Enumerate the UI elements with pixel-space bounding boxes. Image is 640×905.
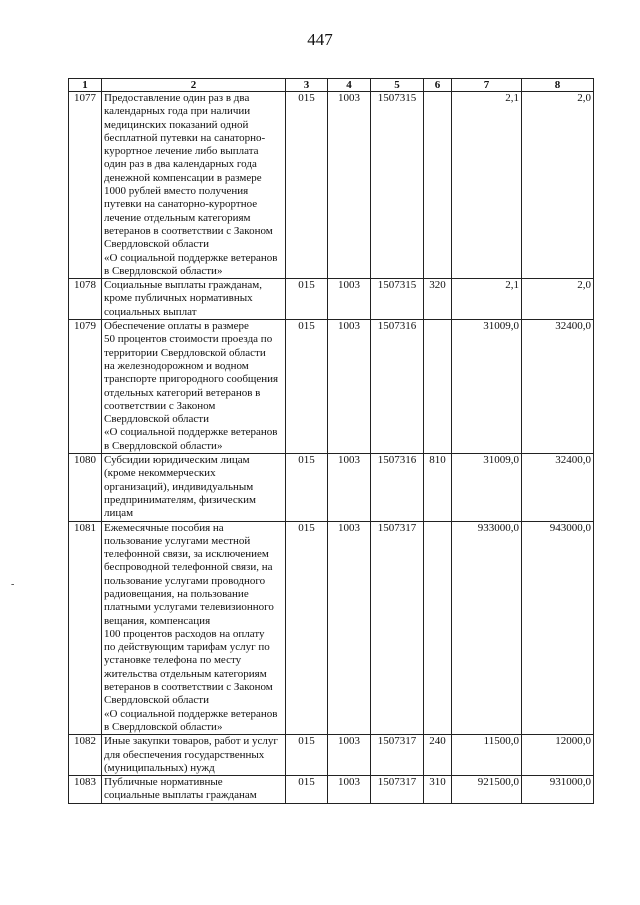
description-line: по действующим тарифам услуг по — [104, 641, 270, 654]
description-line: вещания, компенсация — [104, 614, 211, 627]
row-number-cell: 1083 — [69, 776, 102, 804]
amount-year1-cell: 921500,0 — [452, 776, 522, 804]
admin-code-cell: 015 — [286, 279, 328, 320]
row-number-cell: 1078 — [69, 279, 102, 320]
header-row — [69, 79, 594, 92]
description-line: пользование услугами проводного — [104, 574, 266, 587]
description-cell — [102, 320, 286, 454]
row-number-cell: 1082 — [69, 735, 102, 776]
amount-year2-cell: 32400,0 — [522, 320, 594, 454]
amount-year2-cell: 12000,0 — [522, 735, 594, 776]
description-line: (кроме некоммерческих — [104, 467, 216, 480]
amount-year1-cell: 2,1 — [452, 92, 522, 279]
description-line: соответствии с Законом — [104, 399, 216, 412]
description-line: (муниципальных) нужд — [104, 761, 215, 774]
description-line: лицам — [104, 507, 134, 520]
description-cell — [102, 92, 286, 279]
description-line: Социальные выплаты гражданам, — [104, 279, 262, 292]
description-cell — [102, 735, 286, 776]
amount-year1-cell: 2,1 — [452, 279, 522, 320]
description-line: транспорте пригородного сообщения — [104, 373, 279, 386]
description-line: территории Свердловской области — [104, 346, 266, 359]
description-line: лечение отдельным категориям — [104, 211, 251, 224]
description-line: «О социальной поддержке ветеранов — [104, 426, 278, 439]
description-line: Субсидии юридическим лицам — [104, 454, 250, 467]
description-line: бесплатной путевки на санаторно- — [104, 131, 266, 144]
header-cell: 3 — [286, 79, 328, 92]
row-number-cell: 1079 — [69, 320, 102, 454]
section-code-cell: 1003 — [328, 320, 371, 454]
description-cell — [102, 454, 286, 521]
page-number: 447 — [307, 30, 333, 49]
description-line: Свердловской области — [104, 238, 209, 251]
description-line: ветеранов в соответствии с Законом — [104, 681, 273, 694]
target-article-cell: 1507315 — [371, 92, 424, 279]
description-line: Свердловской области — [104, 694, 209, 707]
header-cell: 4 — [328, 79, 371, 92]
target-article-cell: 1507316 — [371, 454, 424, 521]
description-line: социальные выплаты гражданам — [104, 789, 257, 802]
description-line: кроме публичных нормативных — [104, 292, 253, 305]
description-line: предпринимателям, физическим — [104, 493, 256, 506]
table-row — [69, 320, 594, 454]
amount-year2-cell: 931000,0 — [522, 776, 594, 804]
table-row — [69, 521, 594, 735]
section-code-cell: 1003 — [328, 521, 371, 735]
header-cell: 8 — [522, 79, 594, 92]
description-line: Предоставление один раз в два — [104, 92, 250, 104]
margin-mark: - — [11, 579, 15, 590]
description-cell — [102, 521, 286, 735]
header-cell: 2 — [102, 79, 286, 92]
expense-type-cell — [424, 521, 452, 735]
description-line: курортное лечение либо выплата — [104, 145, 259, 158]
amount-year2-cell: 32400,0 — [522, 454, 594, 521]
admin-code-cell: 015 — [286, 92, 328, 279]
description-line: в Свердловской области» — [104, 720, 223, 733]
header-cell: 6 — [424, 79, 452, 92]
description-line: календарных года при наличии — [104, 105, 251, 118]
amount-year2-cell: 943000,0 — [522, 521, 594, 735]
description-line: «О социальной поддержке ветеранов — [104, 707, 278, 720]
admin-code-cell: 015 — [286, 454, 328, 521]
description-line: в Свердловской области» — [104, 439, 223, 452]
description-line: на железнодорожном и водном — [104, 359, 249, 372]
description-line: пользование услугами местной — [104, 534, 251, 547]
section-code-cell: 1003 — [328, 735, 371, 776]
amount-year1-cell: 31009,0 — [452, 320, 522, 454]
description-line: радиовещания, на пользование — [104, 587, 249, 600]
description-cell — [102, 279, 286, 320]
description-line: 100 процентов расходов на оплату — [104, 627, 265, 640]
description-line: для обеспечения государственных — [104, 748, 265, 761]
table-row — [69, 279, 594, 320]
description-line: ветеранов в соответствии с Законом — [104, 224, 273, 237]
amount-year2-cell: 2,0 — [522, 279, 594, 320]
row-number-cell: 1080 — [69, 454, 102, 521]
admin-code-cell: 015 — [286, 735, 328, 776]
expense-type-cell — [424, 92, 452, 279]
description-line: Обеспечение оплаты в размере — [104, 320, 249, 333]
description-line: 1000 рублей вместо получения — [104, 185, 249, 198]
budget-table — [68, 78, 594, 804]
admin-code-cell: 015 — [286, 521, 328, 735]
row-number-cell: 1077 — [69, 92, 102, 279]
description-line: медицинских показаний одной — [104, 118, 249, 131]
expense-type-cell: 810 — [424, 454, 452, 521]
target-article-cell: 1507317 — [371, 521, 424, 735]
description-line: организаций), индивидуальным — [104, 480, 254, 493]
header-cell: 1 — [69, 79, 102, 92]
table-row — [69, 776, 594, 804]
amount-year2-cell: 2,0 — [522, 92, 594, 279]
description-cell — [102, 776, 286, 804]
description-line: установке телефона по месту — [104, 654, 242, 667]
expense-type-cell: 310 — [424, 776, 452, 804]
header-cell: 5 — [371, 79, 424, 92]
table-row — [69, 735, 594, 776]
section-code-cell: 1003 — [328, 279, 371, 320]
description-line: беспроводной телефонной связи, на — [104, 561, 273, 574]
expense-type-cell: 240 — [424, 735, 452, 776]
description-line: Публичные нормативные — [104, 776, 223, 789]
section-code-cell: 1003 — [328, 92, 371, 279]
target-article-cell: 1507316 — [371, 320, 424, 454]
description-line: жительства отдельным категориям — [104, 667, 267, 680]
description-line: денежной компенсации в размере — [104, 171, 262, 184]
description-line: путевки на санаторно-курортное — [104, 198, 258, 211]
target-article-cell: 1507317 — [371, 735, 424, 776]
expense-type-cell: 320 — [424, 279, 452, 320]
description-line: один раз в два календарных года — [104, 158, 257, 171]
description-line: телефонной связи, за исключением — [104, 548, 269, 561]
row-number-cell: 1081 — [69, 521, 102, 735]
description-line: Иные закупки товаров, работ и услуг — [104, 735, 278, 748]
table-row — [69, 454, 594, 521]
description-line: в Свердловской области» — [104, 264, 223, 277]
description-line: Свердловской области — [104, 413, 209, 426]
target-article-cell: 1507317 — [371, 776, 424, 804]
section-code-cell: 1003 — [328, 454, 371, 521]
amount-year1-cell: 11500,0 — [452, 735, 522, 776]
amount-year1-cell: 31009,0 — [452, 454, 522, 521]
description-line: социальных выплат — [104, 305, 197, 318]
admin-code-cell: 015 — [286, 776, 328, 804]
header-cell: 7 — [452, 79, 522, 92]
admin-code-cell: 015 — [286, 320, 328, 454]
target-article-cell: 1507315 — [371, 279, 424, 320]
description-line: 50 процентов стоимости проезда по — [104, 333, 273, 346]
description-line: «О социальной поддержке ветеранов — [104, 251, 278, 264]
description-line: отдельных категорий ветеранов в — [104, 386, 261, 399]
section-code-cell: 1003 — [328, 776, 371, 804]
description-line: Ежемесячные пособия на — [104, 521, 224, 534]
description-line: платными услугами телевизионного — [104, 601, 274, 614]
amount-year1-cell: 933000,0 — [452, 521, 522, 735]
table-row — [69, 92, 594, 279]
expense-type-cell — [424, 320, 452, 454]
